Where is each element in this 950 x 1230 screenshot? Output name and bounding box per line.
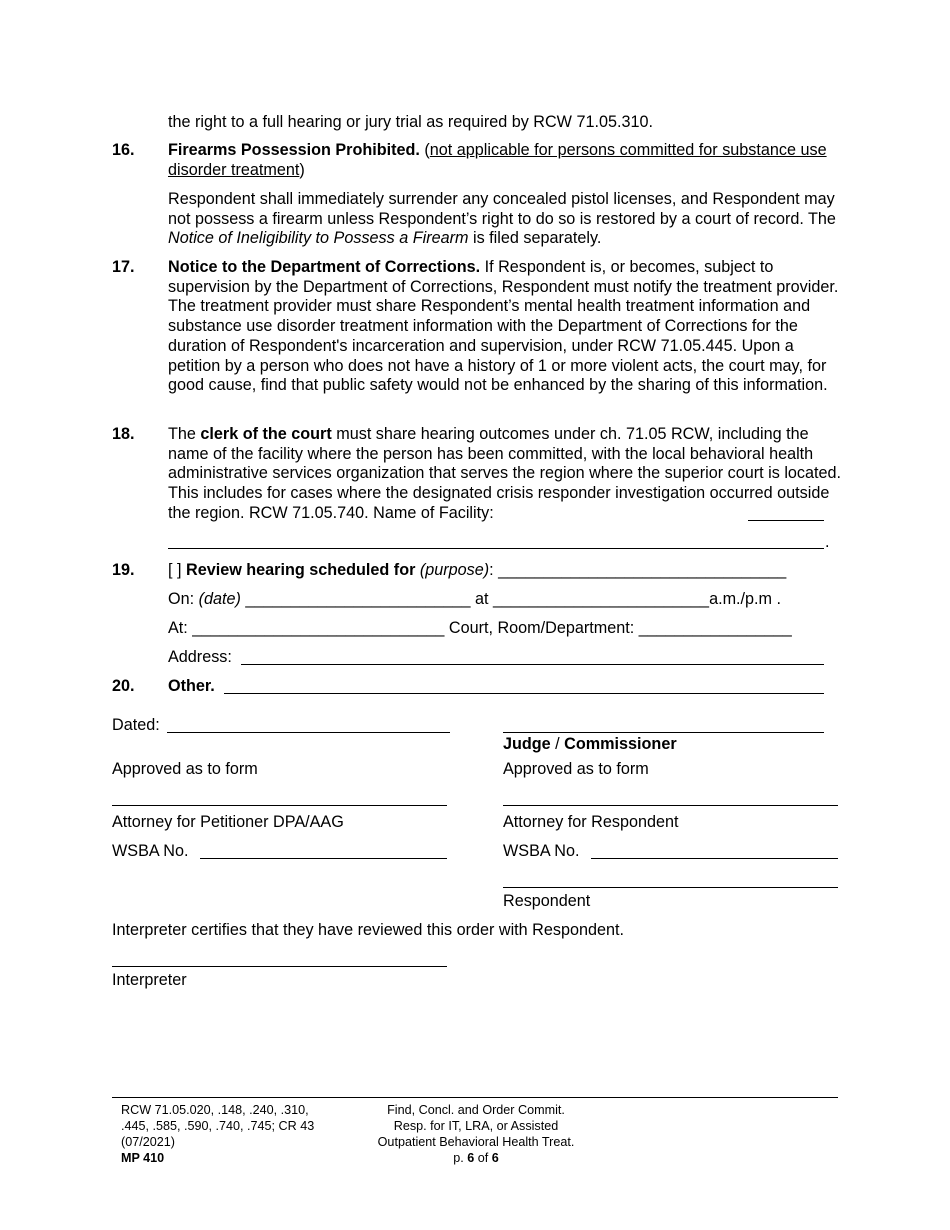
attorney-respondent-label: Attorney for Respondent xyxy=(503,813,679,831)
item-16-title: Firearms Possession Prohibited. xyxy=(168,141,420,159)
date-label: (date) xyxy=(198,590,241,608)
other-field[interactable] xyxy=(224,693,824,694)
judge-signature-line[interactable] xyxy=(503,732,824,733)
review-hearing-checkbox[interactable]: [ ] xyxy=(168,561,182,579)
item-16-body xyxy=(168,190,844,249)
item-18-lead: The xyxy=(168,425,201,443)
item-18-body xyxy=(168,425,844,524)
approved-right: Approved as to form xyxy=(503,760,649,778)
item-16-number: 16. xyxy=(112,141,135,159)
item-20-number: 20. xyxy=(112,677,135,695)
place-field[interactable]: ____________________________ xyxy=(192,619,445,637)
item-16-note: not applicable for persons committed for substance use disorder treatment xyxy=(168,141,827,179)
review-hearing-row xyxy=(168,561,786,581)
address-field[interactable] xyxy=(241,664,824,665)
facility-name-line-1[interactable] xyxy=(748,520,824,521)
dated-label: Dated: xyxy=(112,716,160,734)
judge-label-commissioner: Commissioner xyxy=(564,735,677,753)
item-18-text: must share hearing outcomes under ch. 71.05 RCW, including the name of the facility where the person has been committed, with the local behavioral health administrative services organization that serves the region where the superior court is located. This includes for cases where the designated crisis responder investigation occurred outside the region. RCW 71.05.740. Name of Facility: xyxy=(168,425,842,522)
footer-rcw-line-1: RCW 71.05.020, .148, .240, .310, xyxy=(121,1103,309,1117)
footer-center xyxy=(336,1102,616,1166)
interpreter-certification: Interpreter certifies that they have reviewed this order with Respondent. xyxy=(112,921,624,939)
footer-revision-date: (07/2021) xyxy=(121,1135,175,1149)
page-of: of xyxy=(474,1151,492,1165)
item-17-text: If Respondent is, or becomes, subject to supervision by the Department of Corrections, Respondent must notify the treatment provider. The treatment provider must share Respondent’s mental health treatment information and substance use disorder treatment information with the Department of Corrections for the duration of Respondent's incarceration and supervision, under RCW 71.05.445. Upon a petition by a person who does not have a history of 1 or more violent acts, the court may, for good cause, find that public safety would not be enhanced by the sharing of this information. xyxy=(168,258,839,395)
footer-rcw-line-2: .445, .585, .590, .740, .745; CR 43 xyxy=(121,1119,315,1133)
judge-label-slash: / xyxy=(550,735,565,753)
room-field[interactable]: _________________ xyxy=(638,619,792,637)
wsba-left-field[interactable] xyxy=(200,858,447,859)
respondent-signature-line[interactable] xyxy=(503,887,838,888)
other-label: Other. xyxy=(168,677,215,695)
item-16-close-paren: ) xyxy=(299,160,305,179)
page-total: 6 xyxy=(491,1151,499,1165)
review-hearing-colon: : xyxy=(489,561,494,579)
dated-field[interactable] xyxy=(167,732,450,733)
respondent-label: Respondent xyxy=(503,892,591,910)
date-field[interactable]: _________________________ xyxy=(245,590,471,608)
judge-label-judge: Judge xyxy=(503,735,551,753)
interpreter-label: Interpreter xyxy=(112,971,187,989)
item-16-body-text: Respondent shall immediately surrender any concealed pistol licenses, and Respondent may not possess a firearm unless Respondent’s right to do so is restored by a court of record. The xyxy=(168,190,836,228)
item-18-bold: clerk of the court xyxy=(200,425,332,443)
petitioner-attorney-signature-line[interactable] xyxy=(112,805,447,806)
interpreter-signature-line[interactable] xyxy=(112,966,447,967)
footer-title-line-3: Outpatient Behavioral Health Treat. xyxy=(377,1135,575,1149)
review-hearing-title: Review hearing scheduled for xyxy=(186,561,416,579)
facility-name-line-2[interactable] xyxy=(168,548,824,549)
address-label: Address: xyxy=(168,648,232,666)
item-16-body-italic: Notice of Ineligibility to Possess a Firearm xyxy=(168,229,469,248)
item-17-title: Notice to the Department of Corrections. xyxy=(168,258,481,276)
footer-form-id: MP 410 xyxy=(121,1151,165,1165)
at-label: at xyxy=(474,590,489,608)
ampm-label: a.m./p.m . xyxy=(709,590,782,608)
item-18-number: 18. xyxy=(112,425,135,443)
review-hearing-purpose-field[interactable]: ________________________________ xyxy=(498,561,787,579)
item-16-heading xyxy=(168,141,844,180)
footer-title-line-2: Resp. for IT, LRA, or Assisted xyxy=(393,1119,559,1133)
on-label: On: xyxy=(168,590,195,608)
item-16-open-paren: ( xyxy=(424,141,430,159)
time-field[interactable]: ________________________ xyxy=(492,590,710,608)
review-hearing-place-row xyxy=(168,619,792,639)
wsba-left-label: WSBA No. xyxy=(112,842,189,860)
approved-left: Approved as to form xyxy=(112,760,258,778)
wsba-right-label: WSBA No. xyxy=(503,842,580,860)
page-current: 6 xyxy=(467,1151,475,1165)
footer-page-number xyxy=(336,1150,616,1166)
item-17-body xyxy=(168,258,844,396)
item-16-body-end: is filed separately. xyxy=(468,229,602,248)
footer-title-line-1: Find, Concl. and Order Commit. xyxy=(387,1103,565,1117)
item-19-number: 19. xyxy=(112,561,135,579)
continuation-text: the right to a full hearing or jury trial as required by RCW 71.05.310. xyxy=(168,113,653,131)
court-room-label: Court, Room/Department: xyxy=(448,619,635,637)
item-17-number: 17. xyxy=(112,258,135,276)
footer-rule xyxy=(112,1097,838,1098)
wsba-right-field[interactable] xyxy=(591,858,838,859)
review-hearing-date-row xyxy=(168,590,781,610)
judge-label xyxy=(503,735,677,755)
attorney-petitioner-label: Attorney for Petitioner DPA/AAG xyxy=(112,813,344,831)
at-place-label: At: xyxy=(168,619,188,637)
footer-left xyxy=(121,1102,314,1166)
facility-end-period: . xyxy=(825,533,830,551)
page-prefix: p. xyxy=(453,1151,468,1165)
review-hearing-purpose-label: (purpose) xyxy=(419,561,490,579)
respondent-attorney-signature-line[interactable] xyxy=(503,805,838,806)
